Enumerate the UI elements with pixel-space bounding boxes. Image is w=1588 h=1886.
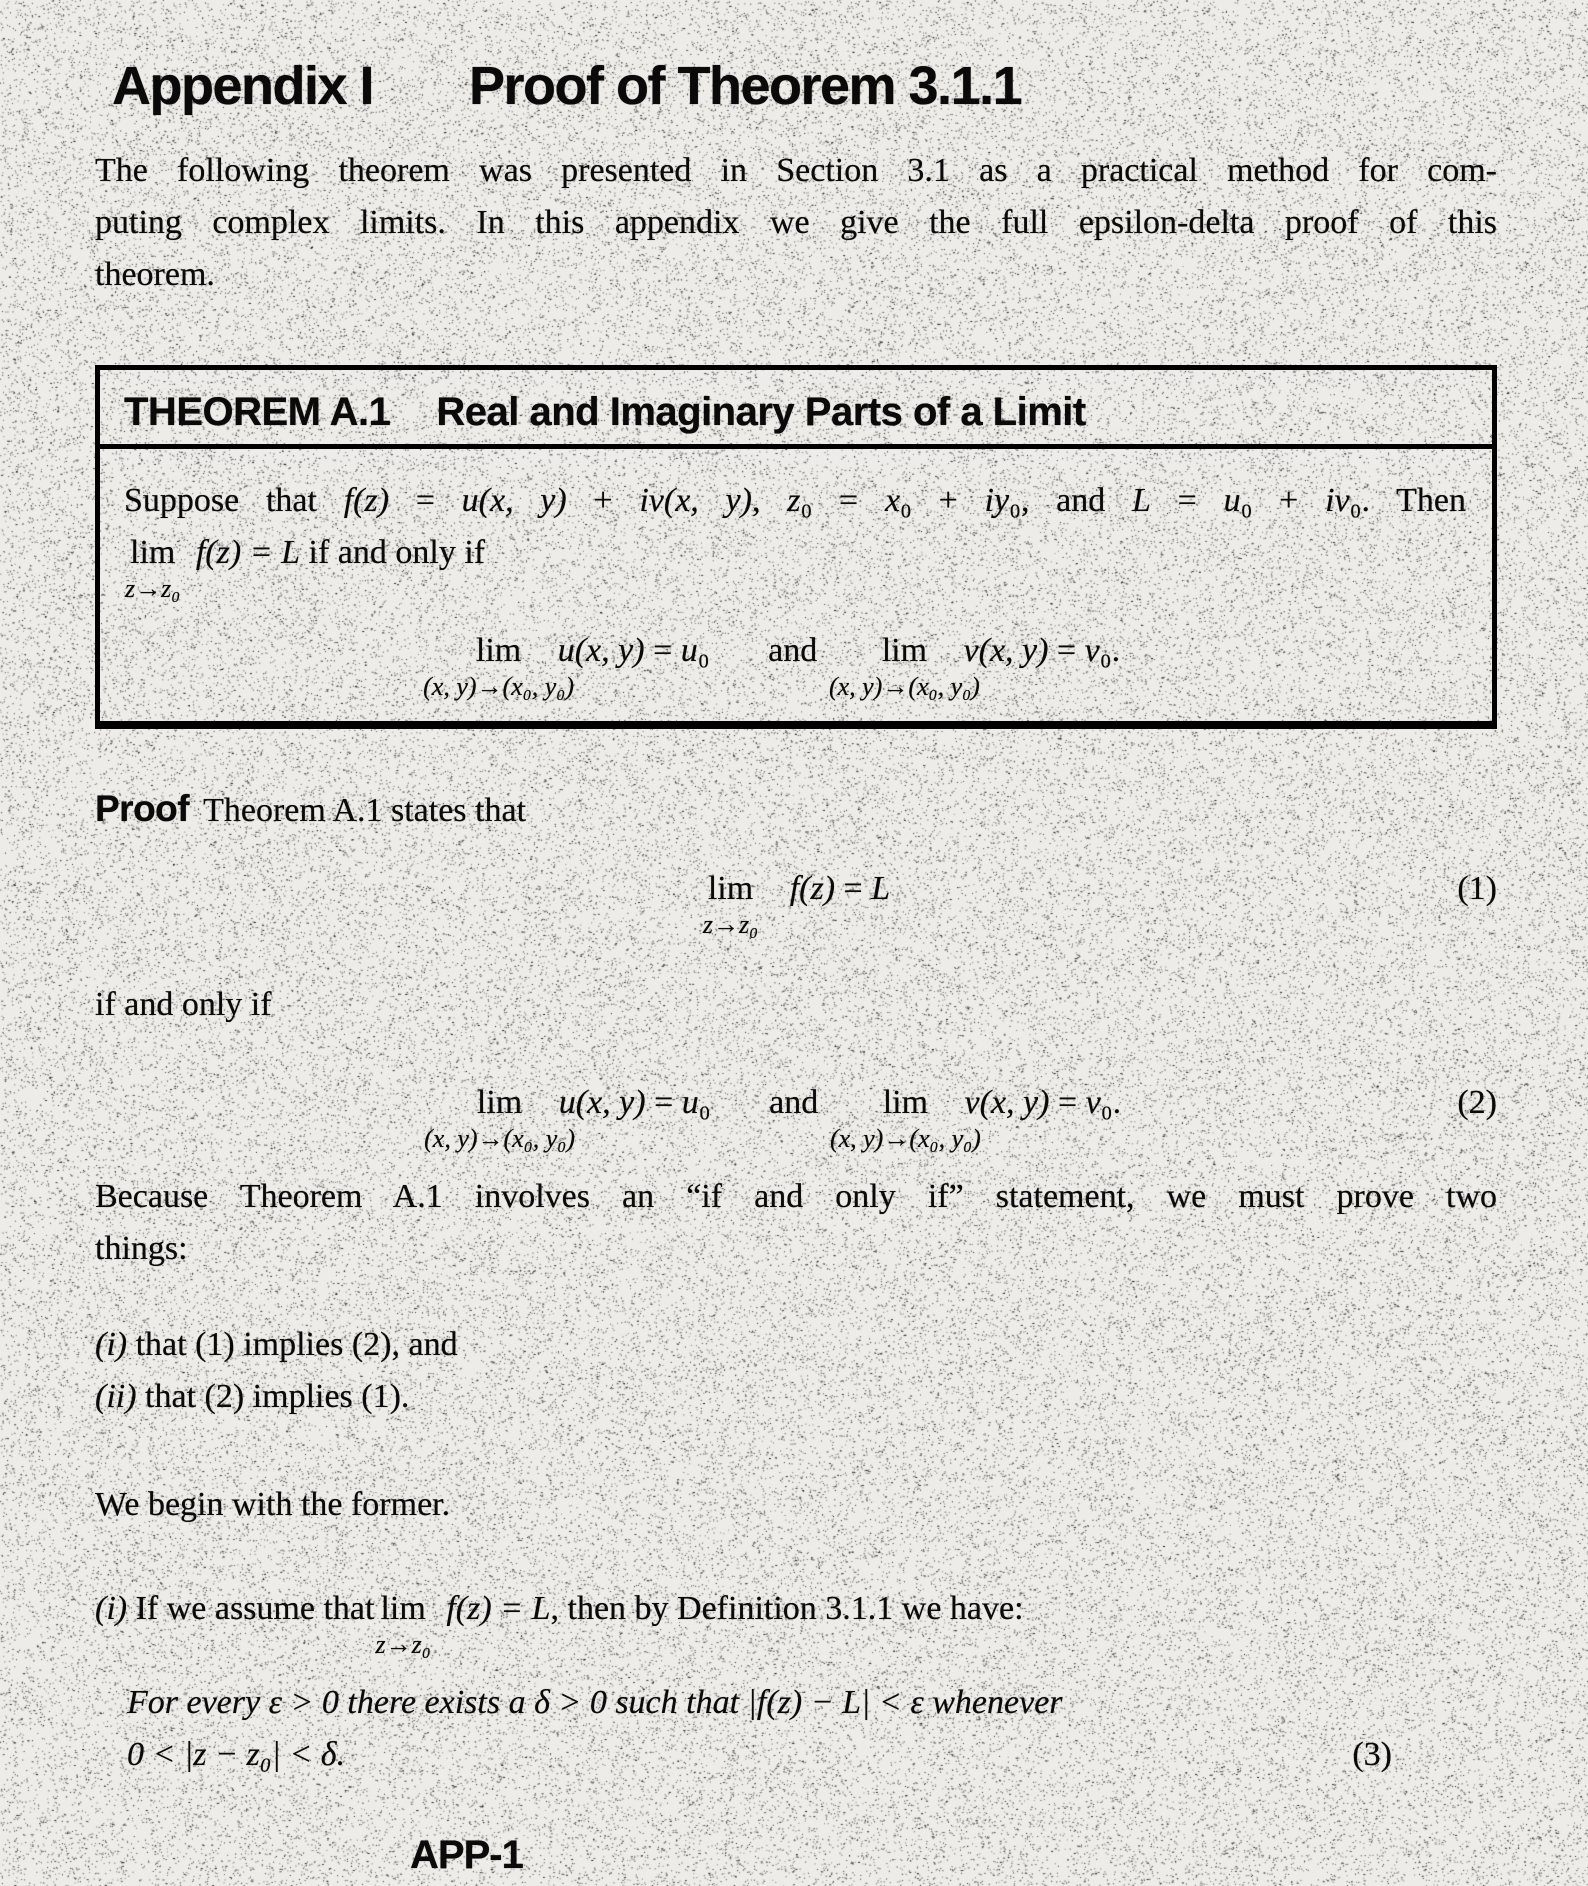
step-i-suffix: f(z) = L, then by Definition 3.1.1 we have:	[437, 1589, 1024, 1627]
because-paragraph	[95, 1171, 1497, 1275]
limit-operator	[828, 625, 980, 701]
list-item: (i) that (1) implies (2), and	[95, 1325, 458, 1363]
and-connector: and	[769, 1083, 819, 1121]
theorem-heading-title: Real and Imaginary Parts of a Limit	[436, 389, 1086, 434]
lim-subscript: z→z₀	[125, 573, 181, 603]
v-limit-expression: v(x, y) = v₀.	[964, 1083, 1122, 1121]
intro-line: The following theorem was presented in Section 3.1 as a practical method for com-	[95, 151, 1497, 189]
lim-subscript: (x, y)→(x₀, y₀)	[828, 671, 980, 701]
intro-paragraph	[95, 145, 1497, 301]
quote-line	[127, 1729, 1497, 1781]
limit-operator	[702, 863, 759, 939]
page-title	[112, 58, 1497, 115]
limit-operator	[125, 527, 181, 603]
because-line: Because Theorem A.1 involves an “if and only if” statement, we must prove two	[95, 1177, 1497, 1215]
u-limit-expression: u(x, y) = u₀	[558, 1083, 711, 1121]
theorem-line2-rest: f(z) = L if and only if	[195, 533, 486, 571]
quote-line-text: 0 < |z − z₀| < δ.	[127, 1735, 346, 1773]
theorem-statement-line2	[124, 527, 1466, 603]
title-text: Proof of Theorem 3.1.1	[469, 56, 1022, 116]
theorem-display-equation	[124, 625, 1466, 707]
limit-operator	[424, 1077, 575, 1153]
lim-word: lim	[882, 1083, 929, 1121]
equation-1	[95, 863, 1497, 959]
appendix-label: Appendix I	[112, 56, 374, 116]
theorem-statement-line1: Suppose that f(z) = u(x, y) + iv(x, y), z₀ = x₀ + iy₀, and L = u₀ + iv₀. Then	[124, 481, 1466, 519]
former-line: We begin with the former.	[95, 1485, 451, 1523]
lim-word: lim	[130, 533, 176, 571]
theorem-heading	[100, 370, 1492, 449]
equation-number: (1)	[1457, 869, 1497, 907]
because-line: things:	[95, 1229, 188, 1267]
lim-word: lim	[380, 1589, 426, 1627]
lim-subscript: z→z₀	[375, 1629, 431, 1659]
intro-line: puting complex limits. In this appendix we give the full epsilon-delta proof of this	[95, 203, 1497, 241]
theorem-box	[95, 365, 1497, 729]
proof-intro-line	[95, 785, 1497, 837]
lim-word: lim	[475, 631, 522, 669]
lim-subscript: (x, y)→(x₀, y₀)	[424, 1123, 575, 1153]
proof-label: Proof	[95, 787, 190, 829]
lim-subscript: (x, y)→(x₀, y₀)	[829, 1123, 981, 1153]
equation-number: (2)	[1457, 1083, 1497, 1121]
theorem-label: THEOREM A.1	[124, 389, 391, 434]
step-i-prefix: (i) If we assume that	[95, 1589, 375, 1627]
theorem-body	[100, 449, 1492, 721]
limit-operator	[375, 1583, 431, 1659]
lim-subscript: z→z₀	[702, 909, 759, 939]
intro-line: theorem.	[95, 255, 215, 293]
proof-obligations-list	[95, 1319, 1497, 1423]
limit-operator	[423, 625, 574, 701]
lim-word: lim	[881, 631, 928, 669]
definition-quote	[95, 1677, 1497, 1781]
proof-intro-text: Theorem A.1 states that	[203, 791, 527, 829]
v-limit-expression: v(x, y) = v₀.	[963, 631, 1121, 669]
equation-2	[95, 1077, 1497, 1171]
step-i-paragraph	[95, 1583, 1497, 1659]
page-number: APP-1	[410, 1832, 523, 1877]
iff-connector-line: if and only if	[95, 985, 272, 1023]
and-connector: and	[768, 631, 818, 669]
limit-operator	[829, 1077, 981, 1153]
list-item: (ii) that (2) implies (1).	[95, 1377, 410, 1415]
quote-line: For every ε > 0 there exists a δ > 0 such that |f(z) − L| < ε whenever	[127, 1683, 1063, 1721]
equation-number: (3)	[1352, 1735, 1392, 1773]
lim-word: lim	[476, 1083, 523, 1121]
lim-word: lim	[707, 869, 754, 907]
f-limit-expression: f(z) = L	[789, 869, 891, 907]
u-limit-expression: u(x, y) = u₀	[557, 631, 710, 669]
lim-subscript: (x, y)→(x₀, y₀)	[423, 671, 574, 701]
